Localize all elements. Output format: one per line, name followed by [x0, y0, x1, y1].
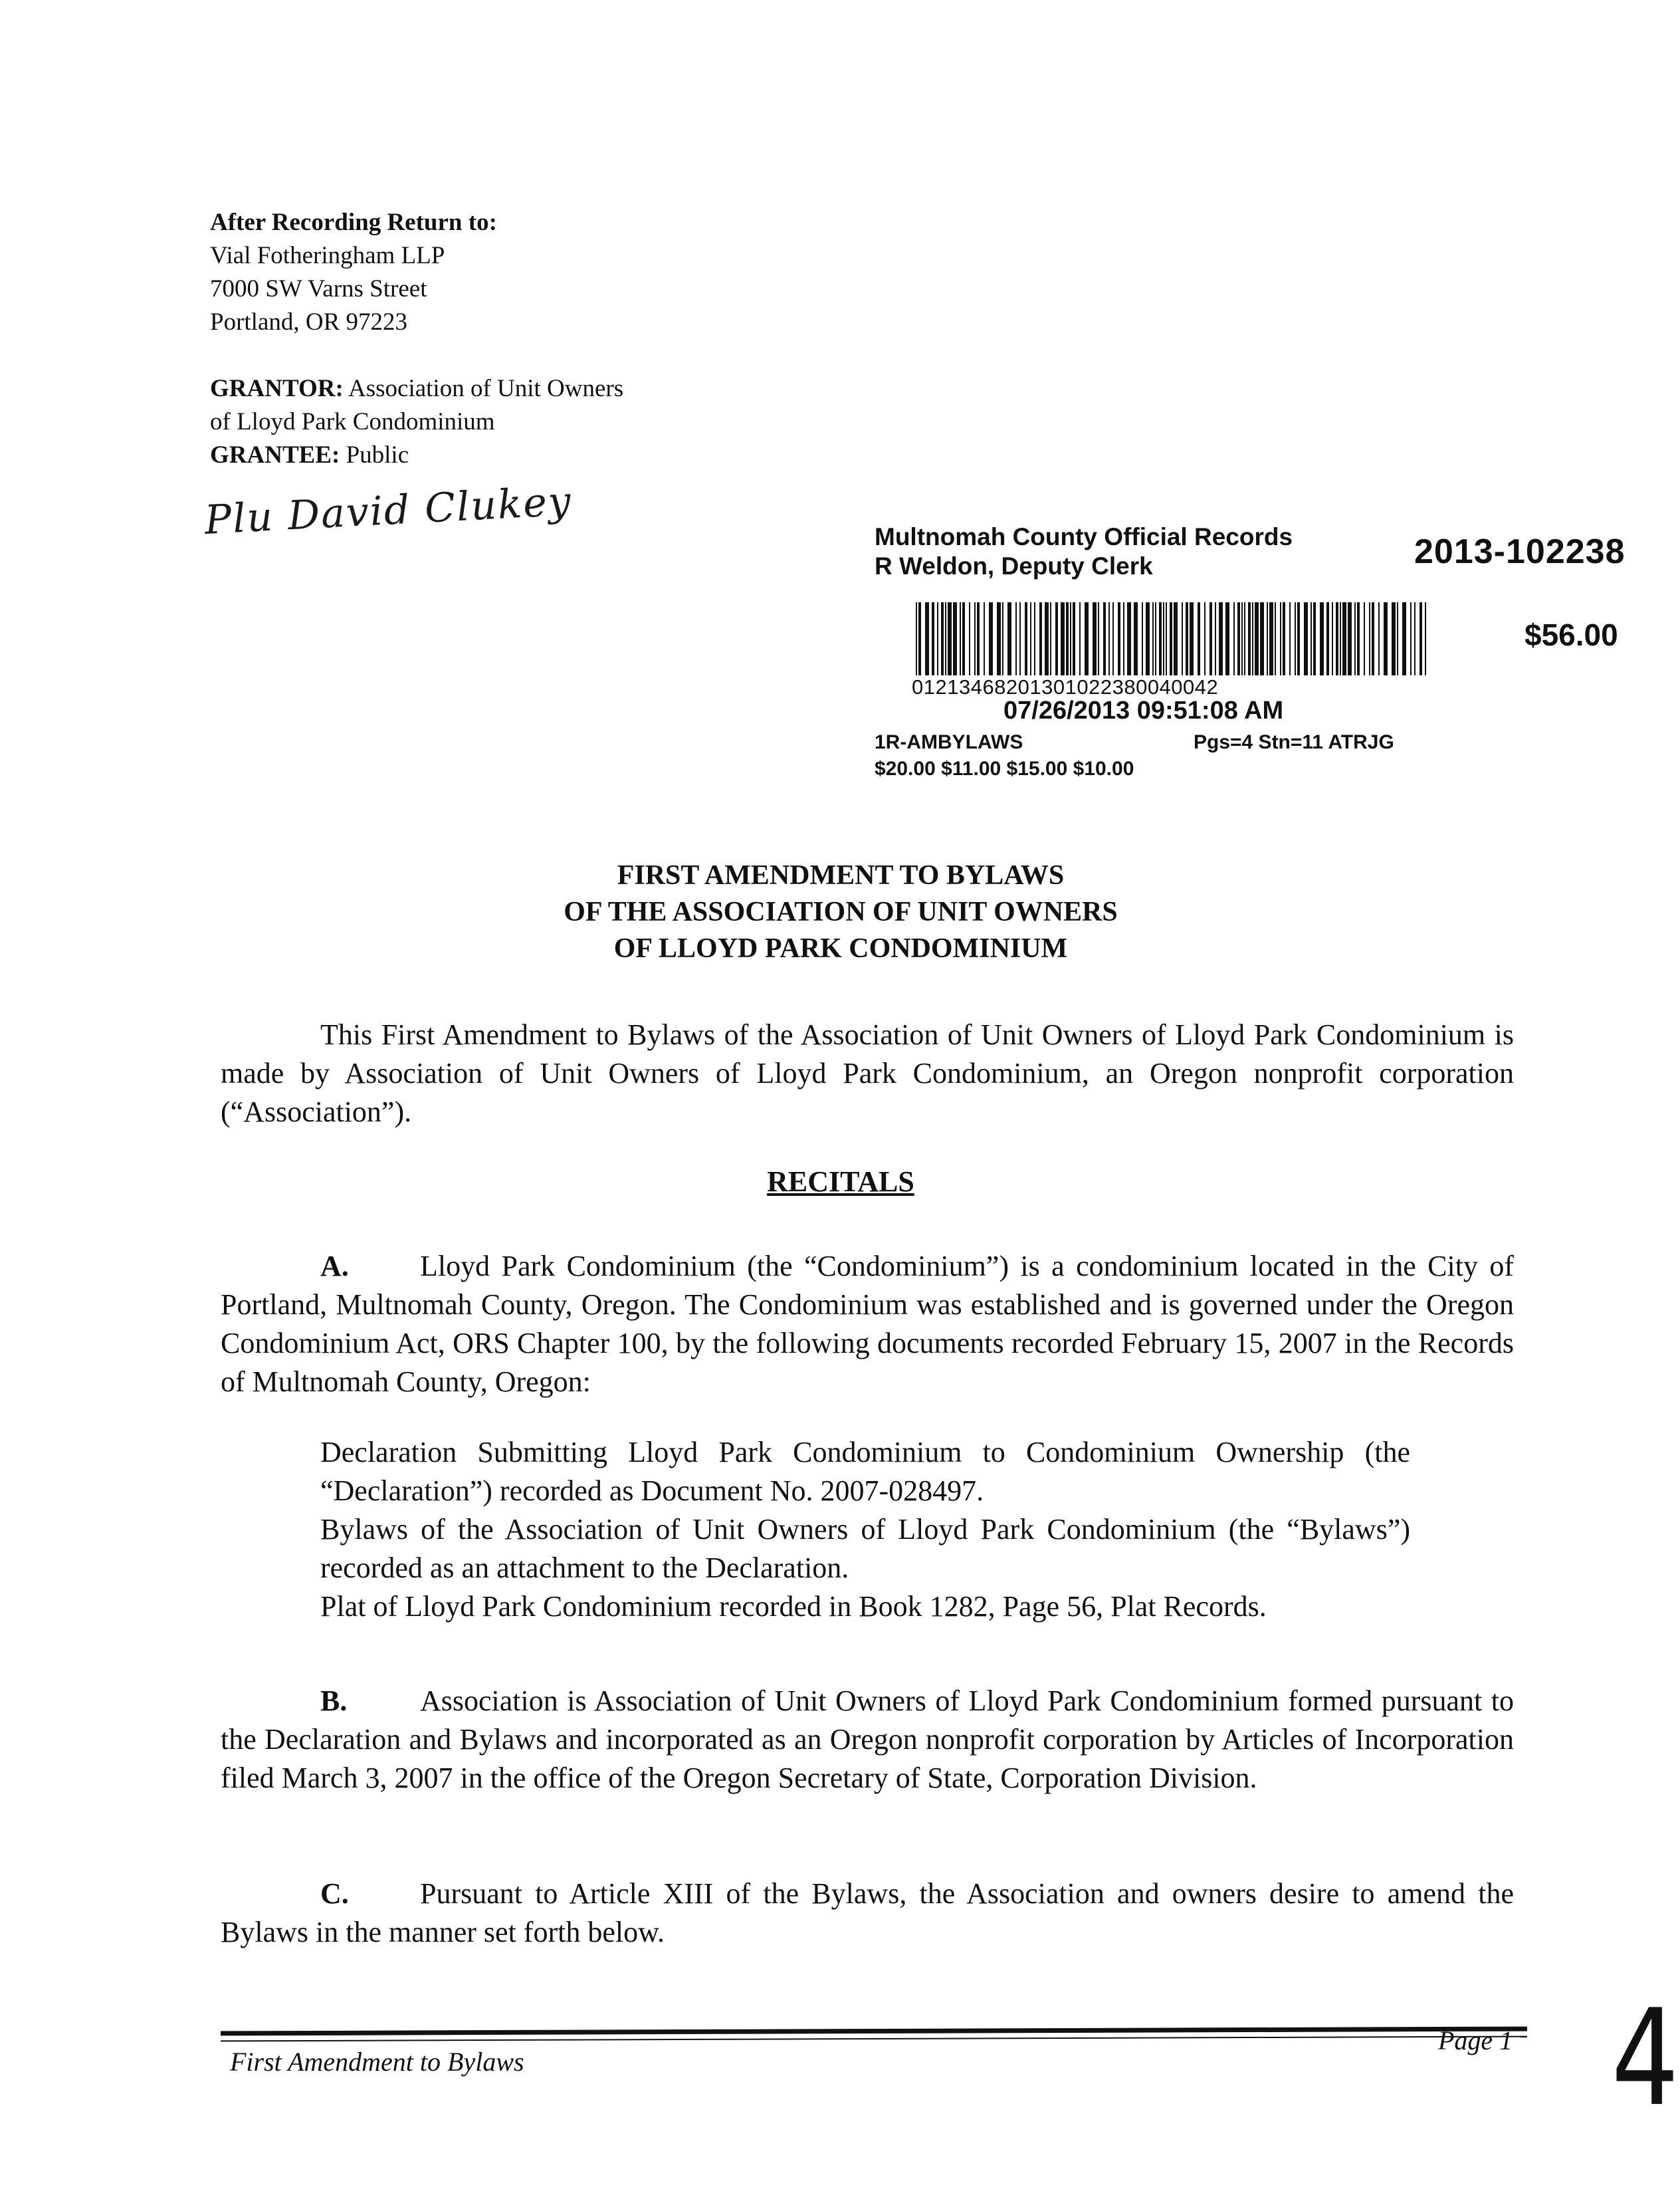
barcode-bar: [1174, 602, 1178, 675]
barcode-bar: [1289, 602, 1291, 675]
barcode-bar: [1002, 602, 1003, 675]
barcode-bar: [1340, 602, 1341, 675]
barcode-bar: [945, 602, 946, 675]
intro-text: This First Amendment to Bylaws of the Association of Unit Owners of Lloyd Park Condominium is made by Association of Unit Owners of Lloyd Park Condominium, an Oregon nonprofit corporation (“Association”).: [221, 1018, 1514, 1128]
list-item: Bylaws of the Association of Unit Owners of Lloyd Park Condominium (the “Bylaws”) recorded as an attachment to the Declaration.: [320, 1513, 1410, 1584]
barcode-bar: [1419, 602, 1422, 675]
return-to-line: Vial Fotheringham LLP: [210, 242, 445, 269]
barcode-number: 01213468201301022380040042: [912, 675, 1219, 699]
recital-c: [221, 1875, 1514, 1952]
barcode-bar: [1348, 602, 1352, 675]
barcode-bar: [1112, 602, 1114, 675]
handwritten-note: Plu David Clukey: [203, 478, 574, 544]
barcode-bar: [953, 602, 957, 675]
fee-breakdown: $20.00 $11.00 $15.00 $10.00: [875, 758, 1134, 780]
barcode-bar: [1233, 602, 1235, 675]
barcode-bar: [1163, 602, 1164, 675]
barcode-bar: [1414, 602, 1416, 675]
barcode-bar: [1186, 602, 1188, 675]
grantor-value: Association of Unit Owners: [348, 375, 624, 402]
barcode-bar: [1392, 602, 1396, 675]
barcode-bar: [1320, 602, 1324, 675]
handwritten-page-count: 4: [1611, 1981, 1679, 2136]
document-number: 2013-102238: [1414, 532, 1626, 571]
barcode-bar: [1255, 602, 1259, 675]
document-title: [399, 858, 1283, 967]
barcode-bar: [1336, 602, 1338, 675]
barcode-bar: [1015, 602, 1017, 675]
barcode-bar: [977, 602, 980, 675]
barcode-bar: [1050, 602, 1051, 675]
recording-amount: $56.00: [1524, 618, 1618, 652]
barcode-bar: [1127, 602, 1131, 675]
barcode-bar: [1326, 602, 1329, 675]
return-to-heading: After Recording Return to:: [210, 209, 497, 236]
recital-b: [221, 1682, 1514, 1797]
return-to-line: Portland, OR 97223: [210, 308, 408, 336]
barcode-bar: [1364, 602, 1365, 675]
recitals-heading: RECITALS: [767, 1165, 914, 1198]
barcode-bar: [1182, 602, 1183, 675]
barcode-bar: [1313, 602, 1316, 675]
recital-text: Association is Association of Unit Owners of Lloyd Park Condominium formed pursuant to the Declaration and Bylaws and incorporated as an Oregon nonprofit corporation by Articles of Incorporation filed March 3, 2007 in the office of the Oregon Secretary of State, Corporation Division.: [221, 1684, 1514, 1794]
grantor-value-2: of Lloyd Park Condominium: [210, 408, 495, 435]
barcode-bar: [1311, 602, 1312, 675]
recital-text: Pursuant to Article XIII of the Bylaws, the Association and owners desire to amend the Bylaws in the manner set forth below.: [221, 1877, 1514, 1948]
grantor-label: GRANTOR:: [210, 375, 344, 402]
barcode-bar: [941, 602, 944, 675]
recording-datetime: 07/26/2013 09:51:08 AM: [1003, 697, 1284, 725]
barcode-bar: [1198, 602, 1200, 675]
barcode-bar: [1244, 602, 1245, 675]
deputy-clerk-line: R Weldon, Deputy Clerk: [875, 552, 1153, 580]
barcode-bar: [1073, 602, 1075, 675]
recital-text: Lloyd Park Condominium (the “Condominium”) is a condominium located in the City of Portland, Multnomah County, Oregon. The Condominium was established and is governed under the Oregon Condominium Act, ORS Chapter 100, by the following documents recorded February 15, 2007 in the Records of Multnomah County, Oregon:: [221, 1250, 1514, 1398]
barcode-bar: [1354, 602, 1356, 675]
barcode-bar: [1280, 602, 1281, 675]
barcode-bar: [1093, 602, 1097, 675]
barcode-bar: [969, 602, 970, 675]
barcode-bar: [962, 602, 965, 675]
barcode-bar: [960, 602, 961, 675]
barcode-bar: [1079, 602, 1081, 675]
barcode-bar: [1260, 602, 1264, 675]
intro-paragraph: [221, 1016, 1514, 1131]
barcode-bar: [925, 602, 929, 675]
barcode-bar: [1152, 602, 1154, 675]
barcode-bar: [1030, 602, 1031, 675]
footer-rule: [221, 2027, 1527, 2036]
title-line: OF LLOYD PARK CONDOMINIUM: [613, 933, 1068, 964]
title-line: OF THE ASSOCIATION OF UNIT OWNERS: [564, 897, 1118, 927]
barcode-bar: [1098, 602, 1099, 675]
barcode-bar: [1025, 602, 1027, 675]
barcode-bar: [1142, 602, 1143, 675]
barcode-bar: [1103, 602, 1106, 675]
barcode-bar: [1204, 602, 1206, 675]
pages-station: Pgs=4 Stn=11 ATRJG: [1194, 731, 1394, 753]
document-code: 1R-AMBYLAWS: [875, 731, 1023, 753]
barcode-bar: [1219, 602, 1223, 675]
barcode-bar: [1225, 602, 1229, 675]
barcode-bar: [1237, 602, 1240, 675]
county-records-line: Multnomah County Official Records: [875, 523, 1293, 550]
recital-a: [221, 1247, 1514, 1401]
barcode-bar: [948, 602, 952, 675]
barcode-bar: [1342, 602, 1346, 675]
barcode-bar: [1070, 602, 1071, 675]
footer-rule: [221, 2036, 1527, 2042]
barcode-bar: [974, 602, 976, 675]
barcode-bar: [1085, 602, 1089, 675]
footer-title: First Amendment to Bylaws: [230, 2047, 524, 2077]
barcode-bar: [1066, 602, 1069, 675]
title-line: FIRST AMENDMENT TO BYLAWS: [617, 860, 1065, 891]
parties-block: [210, 372, 623, 472]
return-to-line: 7000 SW Varns Street: [210, 275, 427, 302]
barcode-bar: [1397, 602, 1398, 675]
recital-letter: B.: [320, 1684, 348, 1717]
barcode-bar: [1146, 602, 1150, 675]
barcode-bar: [1369, 602, 1370, 675]
barcode-bar: [1372, 602, 1374, 675]
recital-letter: C.: [320, 1877, 349, 1910]
barcode-bar: [1170, 602, 1172, 675]
barcode-bar: [918, 602, 921, 675]
barcode-bar: [1159, 602, 1162, 675]
barcode-bar: [1402, 602, 1406, 675]
barcode-bar: [1155, 602, 1156, 675]
barcode-bar: [1248, 602, 1251, 675]
barcode-bar: [1166, 602, 1167, 675]
barcode-bar: [984, 602, 985, 675]
barcode-bar: [1304, 602, 1308, 675]
barcode-bar: [1034, 602, 1035, 675]
list-item: Plat of Lloyd Park Condominium recorded in Book 1282, Page 56, Plat Records.: [320, 1590, 1267, 1623]
barcode-bar: [1425, 602, 1426, 675]
grantee-label: GRANTEE:: [210, 441, 340, 469]
barcode-bar: [1332, 602, 1333, 675]
barcode-bar: [1283, 602, 1285, 675]
grantee-value: Public: [346, 441, 409, 469]
recital-letter: A.: [320, 1250, 349, 1282]
barcode-bar: [1019, 602, 1021, 675]
barcode-bar: [997, 602, 1001, 675]
barcode-bar: [1410, 602, 1412, 675]
barcode-bar: [1357, 602, 1360, 675]
barcode-bar: [1118, 602, 1120, 675]
barcode-bar: [932, 602, 934, 675]
barcode-bar: [989, 602, 993, 675]
barcode-bar: [1007, 602, 1011, 675]
barcode-bar: [1295, 602, 1296, 675]
page-number: Page 1: [1438, 2025, 1513, 2055]
barcode-bar: [1123, 602, 1124, 675]
barcode-bar: [1209, 602, 1212, 675]
barcode: [916, 602, 1429, 675]
return-to-block: [210, 206, 497, 339]
barcode-bar: [1215, 602, 1216, 675]
list-item: Declaration Submitting Lloyd Park Condominium to Condominium Ownership (the “Declaration”) recorded as Document No. 2007-028497.: [320, 1436, 1410, 1507]
barcode-bar: [1267, 602, 1268, 675]
barcode-bar: [1190, 602, 1194, 675]
barcode-bar: [1252, 602, 1253, 675]
barcode-bar: [1275, 602, 1276, 675]
barcode-bar: [937, 602, 938, 675]
barcode-bar: [1241, 602, 1243, 675]
barcode-bar: [1055, 602, 1058, 675]
barcode-bar: [1134, 602, 1138, 675]
barcode-bar: [1297, 602, 1300, 675]
barcode-bar: [1108, 602, 1110, 675]
barcode-bar: [1384, 602, 1388, 675]
barcode-bar: [916, 602, 917, 675]
barcode-bar: [1061, 602, 1065, 675]
barcode-bar: [1378, 602, 1380, 675]
barcode-bar: [1045, 602, 1049, 675]
barcode-bar: [1039, 602, 1042, 675]
recorded-documents-list: [320, 1433, 1410, 1626]
recording-stamp-header: [875, 522, 1293, 581]
barcode-bar: [1269, 602, 1273, 675]
